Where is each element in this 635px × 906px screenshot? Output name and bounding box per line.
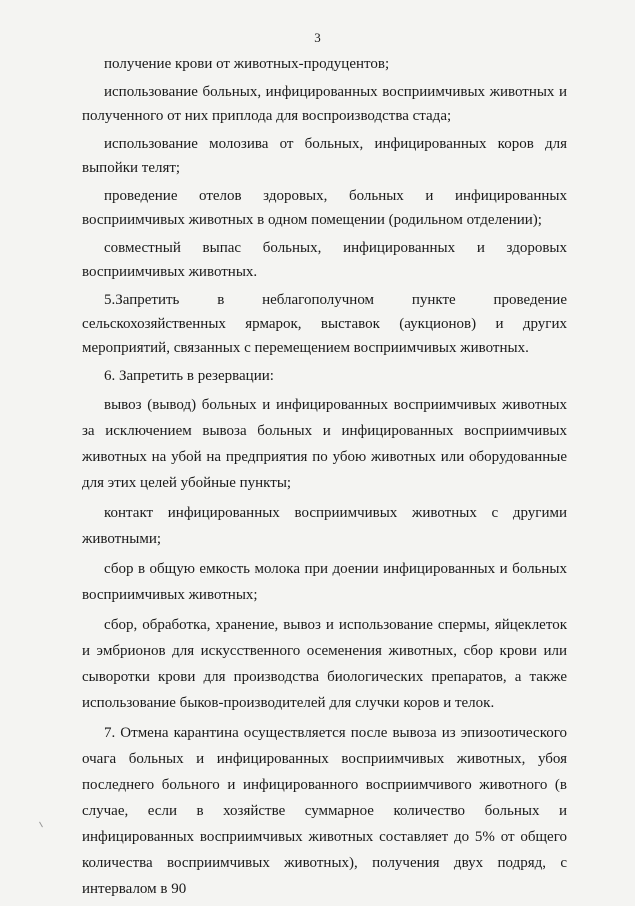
paragraph-joint-grazing: совместный выпас больных, инфицированных и здоровых восприимчивых животных.: [82, 240, 567, 280]
paragraph-sperm-collection: сбор, обработка, хранение, вывоз и использование спермы, яйцеклеток и эмбрионов для искусственного осеменения животных, сбор крови или сыворотки крови для производства биологических препаратов, а также использование быков-производителей для случки коров и телок.: [82, 617, 567, 711]
paragraph-blood-collection: получение крови от животных-продуцентов;: [104, 56, 390, 72]
paragraph-contact: контакт инфицированных восприимчивых животных с другими животными;: [82, 505, 567, 547]
paragraph-colostrum-use: использование молозива от больных, инфицированных коров для выпойки телят;: [82, 136, 567, 176]
paragraph-item-5: 5.Запретить в неблагополучном пункте проведение сельскохозяйственных ярмарок, выставок (аукционов) и других мероприятий, связанных с перемещением восприимчивых животных.: [82, 292, 567, 356]
paragraph-item-7: 7. Отмена карантина осуществляется после вывоза из эпизоотического очага больных и инфицированных восприимчивых животных, убоя последнего больного и инфицированного восприимчивого животного (в случае, если в хозяйстве суммарное количество больных и инфицированных восприимчивых животных составляет до 5% от общего количества восприимчивых животных), получения двух подряд, с интервалом в 90: [82, 725, 567, 897]
paragraph-calving: проведение отелов здоровых, больных и инфицированных восприимчивых животных в одном помещении (родильном отделении);: [82, 188, 567, 228]
page-number: 3: [314, 30, 321, 45]
paragraph-breeding-use: использование больных, инфицированных восприимчивых животных и полученного от них приплода для воспроизводства стада;: [82, 84, 567, 124]
document-body: [82, 52, 567, 906]
paragraph-animal-removal: вывоз (вывод) больных и инфицированных восприимчивых животных за исключением вывоза больных и инфицированных восприимчивых животных на убой на предприятия по убою животных или оборудованные для этих целей убойные пункты;: [82, 397, 567, 491]
scan-edge-mark: [39, 822, 43, 828]
paragraph-item-6: 6. Запретить в резервации:: [104, 368, 274, 384]
paragraph-milk-collection: сбор в общую емкость молока при доении инфицированных и больных восприимчивых животных;: [82, 561, 567, 603]
